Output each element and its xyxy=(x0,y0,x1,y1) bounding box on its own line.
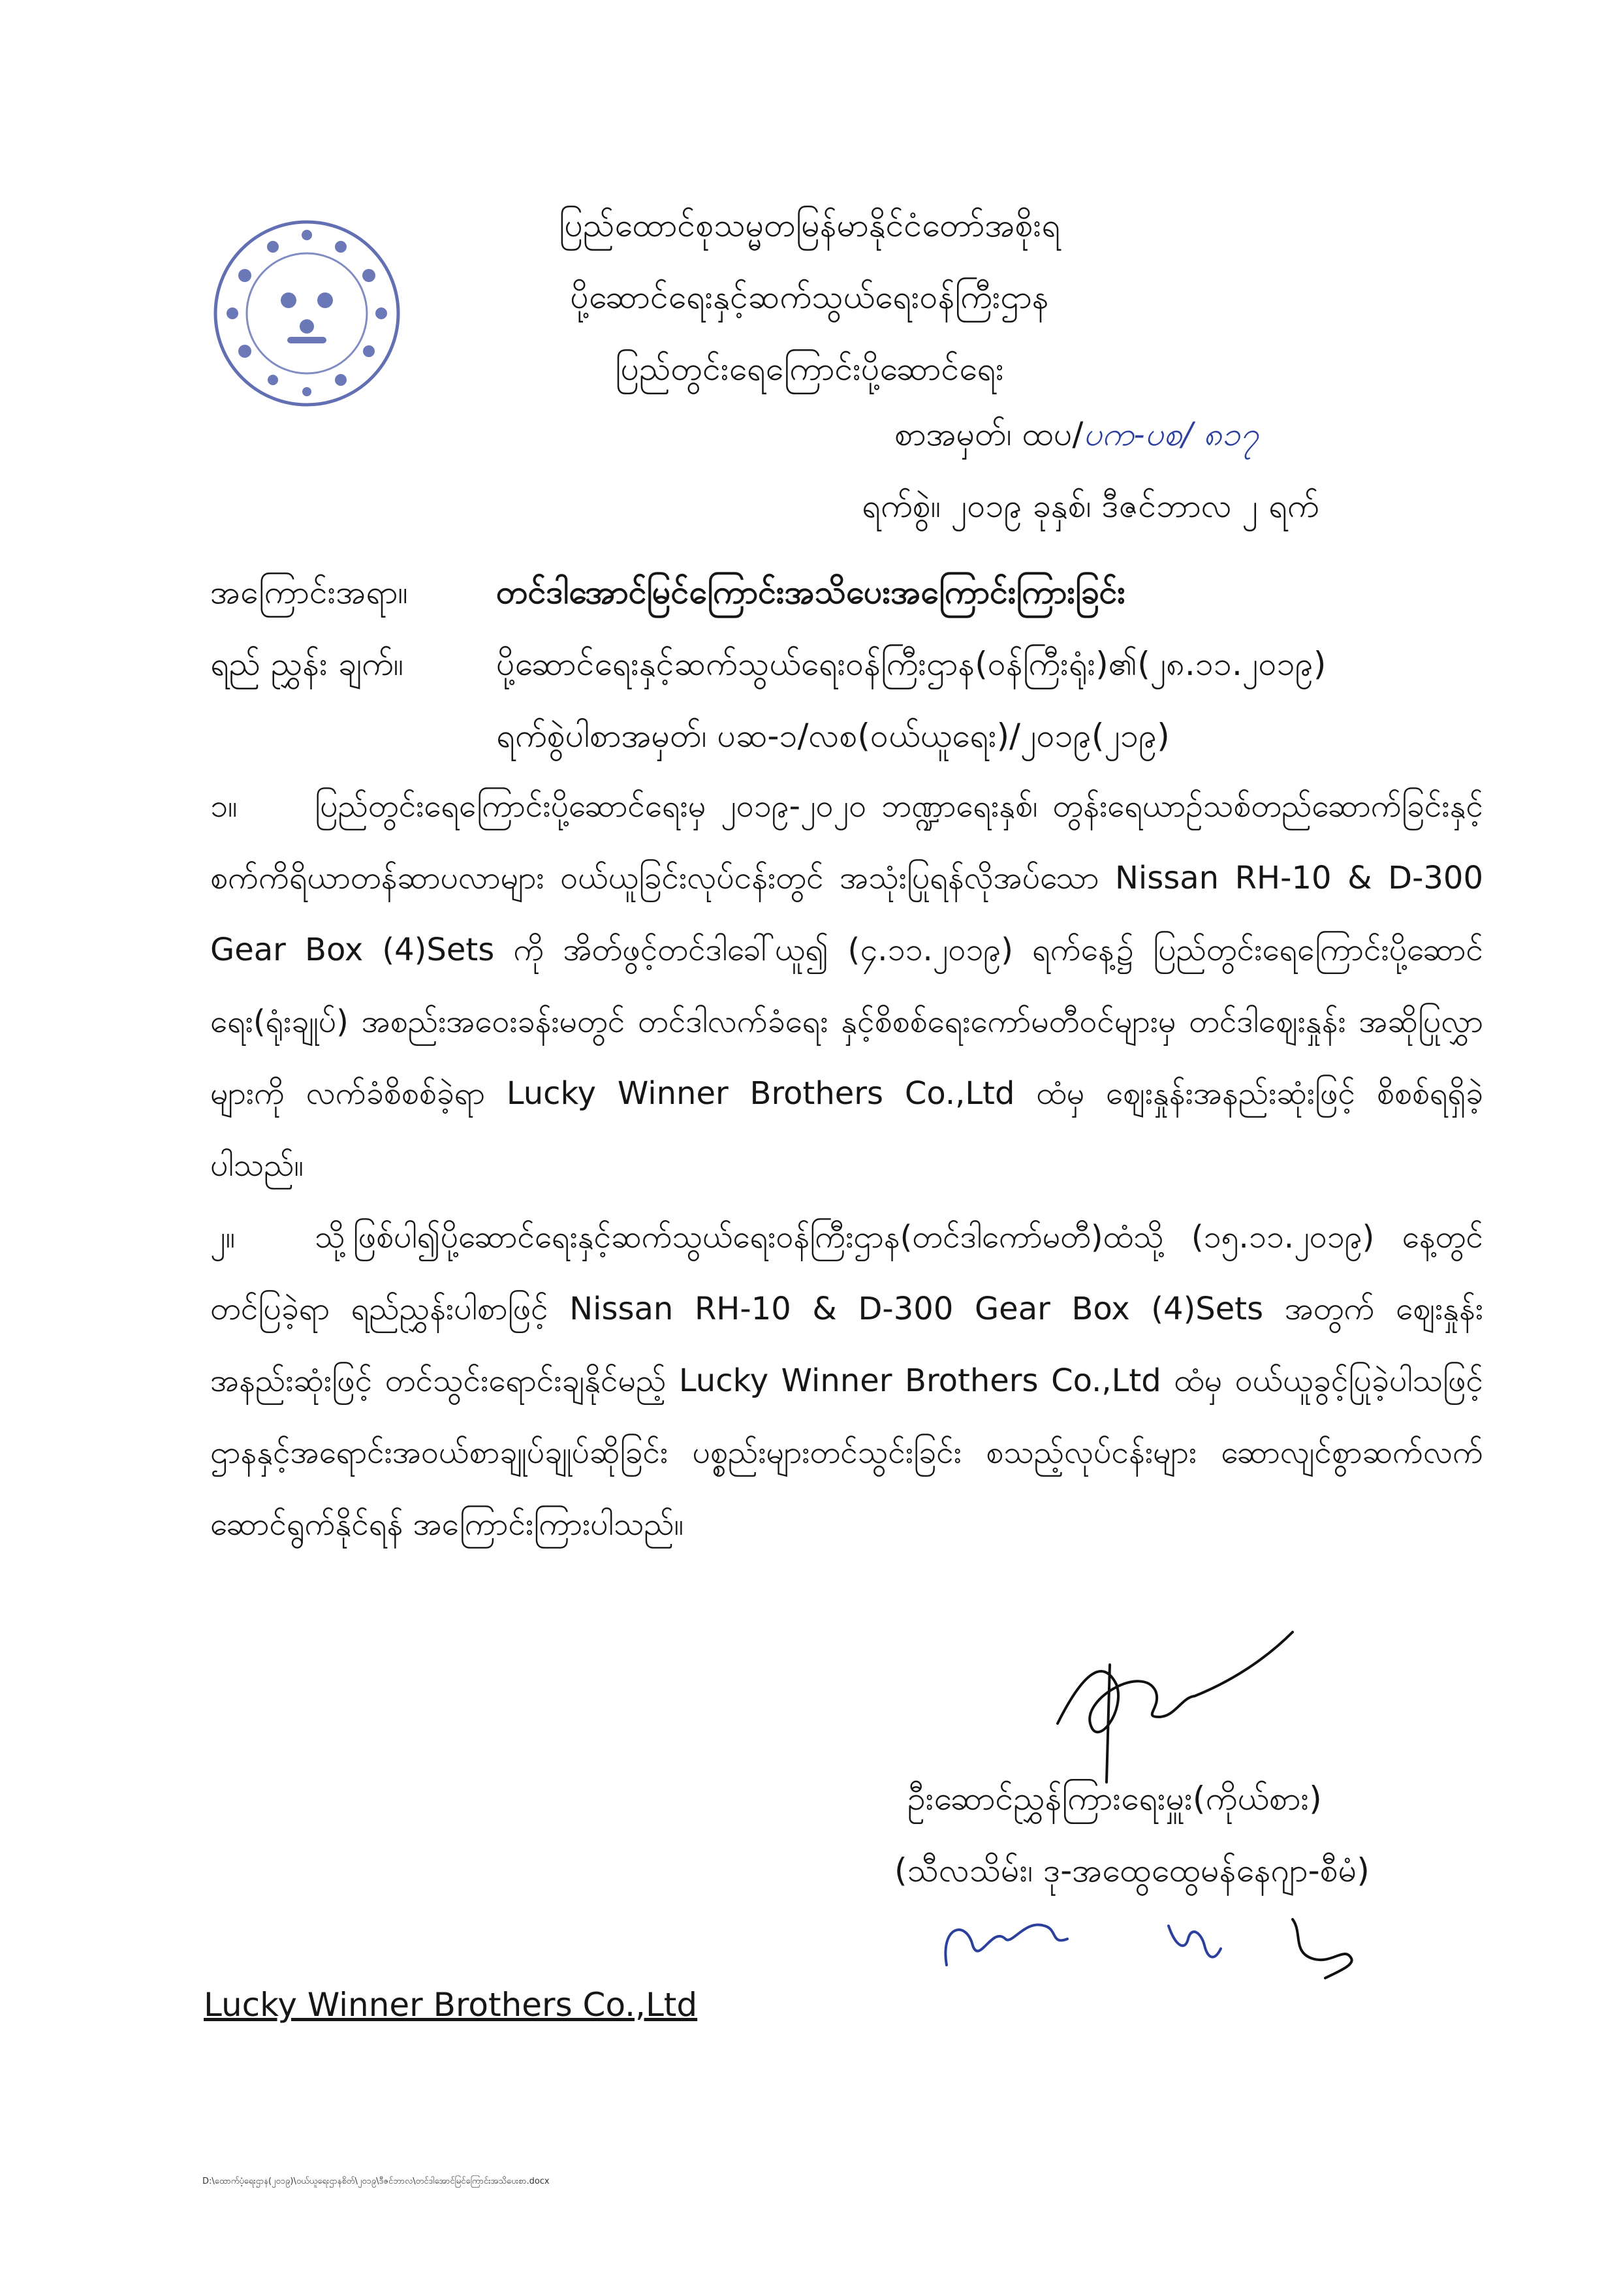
signature-image xyxy=(1045,1619,1306,1789)
reference-prefix: စာအမှတ်၊ ထပ/ xyxy=(894,415,1084,453)
recipient-company: Lucky Winner Brothers Co.,Ltd xyxy=(204,1986,698,2024)
subject-text: တင်ဒါအောင်မြင်ကြောင်းအသိပေးအကြောင်းကြားခြင်း xyxy=(496,573,1126,611)
signatory-title: ဦးဆောင်ညွှန်ကြားရေးမှူး(ကိုယ်စား) xyxy=(907,1780,1322,1817)
header-department: ပြည်တွင်းရေကြောင်းပို့ဆောင်ရေး xyxy=(615,350,1004,388)
paragraph-2 xyxy=(210,1201,1483,1560)
signatory-name: (သီလသိမ်း၊ ဒု-အထွေထွေမန်နေဂျာ-စီမံ) xyxy=(894,1851,1370,1889)
header-ministry: ပို့ဆောင်ရေးနှင့်ဆက်သွယ်ရေးဝန်ကြီးဌာန xyxy=(570,278,1049,316)
reference-note-line2: ရက်စွဲပါစာအမှတ်၊ ပဆ-၁/လစ(ဝယ်ယူရေး)/၂၀၁၉(၂၁၉) xyxy=(496,717,1170,755)
reference-date: ရက်စွဲ။ ၂၀၁၉ ခုနှစ်၊ ဒီဇင်ဘာလ ၂ ရက် xyxy=(862,487,1319,525)
subject-label: အကြောင်းအရာ။ xyxy=(210,573,408,611)
header-government: ပြည်ထောင်စုသမ္မတမြန်မာနိုင်ငံတော်အစိုးရ xyxy=(559,206,1060,244)
file-path-footer: D:\ထောက်ပံ့ရေးဌာန(၂၀၁၉)\ဝယ်ယူရေးဌာနစိတ်\၂၀၁၉\ဒီဇင်ဘာလ\တင်ဒါအောင်မြင်ကြောင်းအသိပေးစာ.docx xyxy=(202,2177,550,2186)
reference-handwritten: ပက-ပစ/ ၈၁၇ xyxy=(1083,415,1259,453)
reference-note-label: ရည် ညွှန်း ချက်။ xyxy=(210,645,403,683)
paragraph-1 xyxy=(210,770,1483,1201)
paragraph-text: သို့ဖြစ်ပါ၍ပို့ဆောင်ရေးနှင့်ဆက်သွယ်ရေးဝန်ကြီးဌာန(တင်ဒါကော်မတီ)ထံသို့ (၁၅.၁၁.၂၀၁၉) နေ့တွင်တင်ပြခဲ့ရာ ရည်ညွှန်းပါစာဖြင့် Nissan RH-10 & D-300 Gear Box (4)Sets အတွက် ဈေးနှုန်းအနည်းဆုံးဖြင့် တင်သွင်းရောင်းချနိုင်မည့် Lucky Winner Brothers Co.,Ltd ထံမှ ဝယ်ယူခွင့်ပြုခဲ့ပါသဖြင့် ဌာနနှင့်အရောင်းအဝယ်စာချုပ်ချုပ်ဆိုခြင်း ပစ္စည်းများတင်သွင်းခြင်း စသည့်လုပ်ငန်းများ ဆောလျင်စွာဆက်လက်ဆောင်ရွက်နိုင်ရန် အကြောင်းကြားပါသည်။ xyxy=(210,1219,1483,1543)
reference-note-line1: ပို့ဆောင်ရေးနှင့်ဆက်သွယ်ရေးဝန်ကြီးဌာန(ဝန်ကြီးရုံး)၏(၂၈.၁၁.၂၀၁၉) xyxy=(496,645,1327,683)
paragraph-number: ၂။ xyxy=(210,1219,236,1255)
paragraph-text: ပြည်တွင်းရေကြောင်းပို့ဆောင်ရေးမှ ၂၀၁၉-၂၀၂၀ ဘဏ္ဍာရေးနှစ်၊ တွန်းရေယာဉ်သစ်တည်ဆောက်ခြင်းနှင့် စက်ကိရိယာတန်ဆာပလာများ ဝယ်ယူခြင်းလုပ်ငန်းတွင် အသုံးပြုရန်လိုအပ်သော Nissan RH-10 & D-300 Gear Box (4)Sets ကို အိတ်ဖွင့်တင်ဒါခေါ်ယူ၍ (၄.၁၁.၂၀၁၉) ရက်နေ့၌ ပြည်တွင်းရေကြောင်းပို့ဆောင်ရေး(ရုံးချုပ်) အစည်းအဝေးခန်းမတွင် တင်ဒါလက်ခံရေး နှင့်စိစစ်ရေးကော်မတီဝင်များမှ တင်ဒါဈေးနှုန်း အဆိုပြုလွှာများကို လက်ခံစိစစ်ခဲ့ရာ Lucky Winner Brothers Co.,Ltd ထံမှ ဈေးနှုန်းအနည်းဆုံးဖြင့် စိစစ်ရရှိခဲ့ပါသည်။ xyxy=(210,788,1483,1184)
signature-icon xyxy=(1045,1619,1306,1789)
initials-marks xyxy=(927,1900,1384,1985)
paragraph-number: ၁။ xyxy=(210,788,238,825)
initials-icon xyxy=(927,1900,1384,1985)
reference-number xyxy=(894,411,1259,457)
